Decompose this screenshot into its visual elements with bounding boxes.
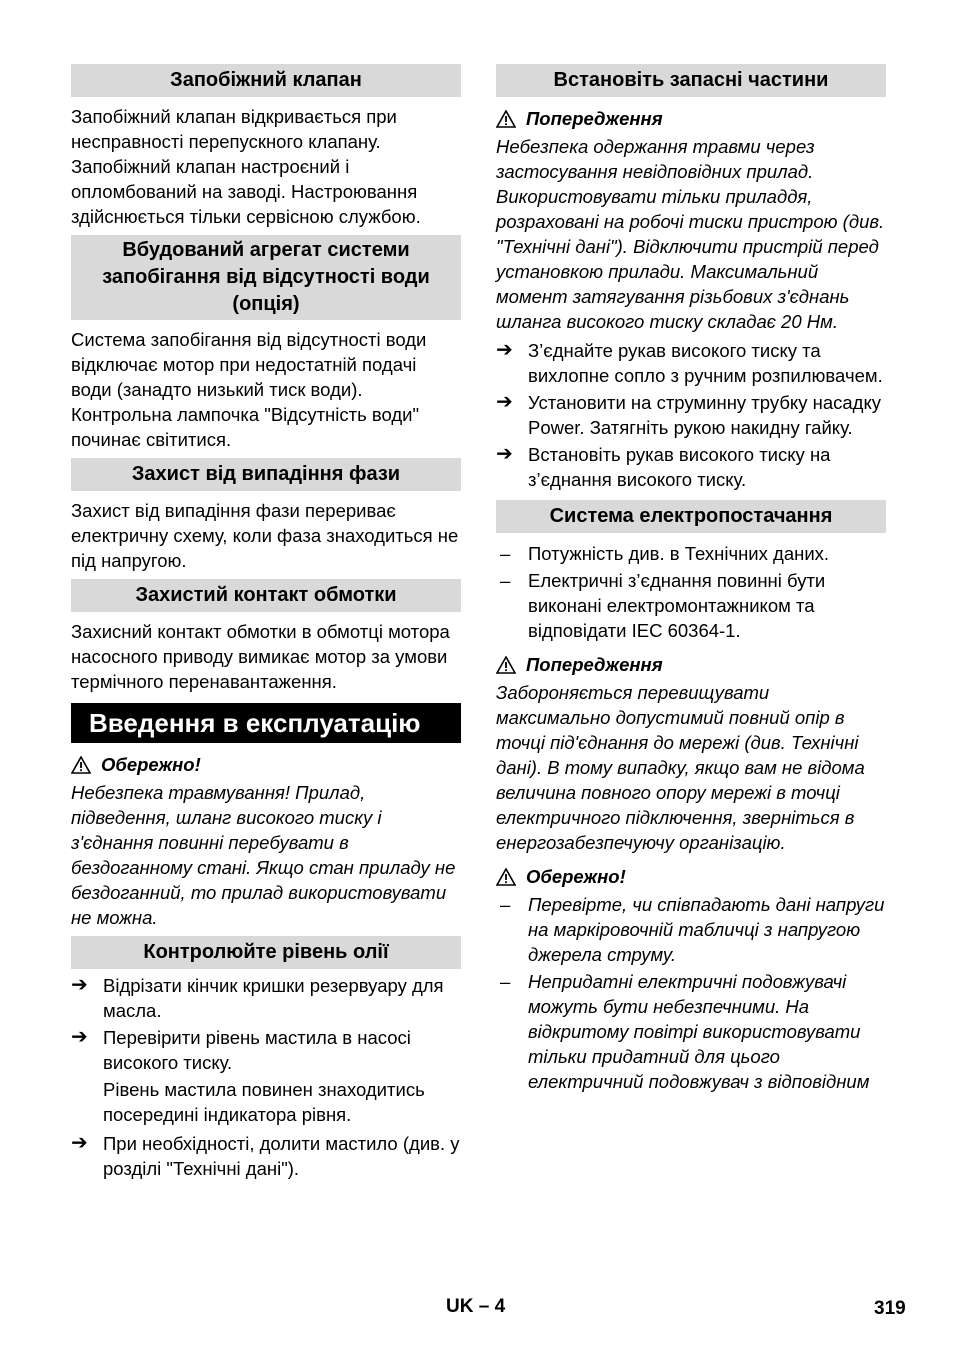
caution-label bbox=[71, 752, 461, 777]
page-number: 319 bbox=[874, 1298, 906, 1319]
list-item: ➔ Відрізати кінчик кришки резервуару для масла. bbox=[71, 974, 444, 1021]
list-item: – Електричні з’єднання повинні бути виконані електромонтажником та відповідати IEC 60364-1. bbox=[500, 570, 826, 641]
arrow-right-icon: ➔ bbox=[496, 443, 513, 465]
power-supply-list bbox=[496, 541, 886, 643]
arrow-right-icon: ➔ bbox=[496, 391, 513, 413]
dash-bullet: – bbox=[500, 971, 511, 992]
warning-text: Небезпека одержання травми через застосування невідповідних прилад. Використовувати тільки приладдя, розраховані на робочі тиски пристрою (див. "Технічні дані"). Відключити пристрій перед установкою прилади. Максимальний момент затягування різьбових з'єднань шланга високого тиску складає 20 Нм. bbox=[496, 136, 885, 332]
oil-level-note: Рівень мастила повинен знаходитись посередині індикатора рівня. bbox=[103, 1079, 425, 1125]
list-item: ➔ Перевірити рівень мастила в насосі високого тиску. bbox=[71, 1026, 411, 1073]
arrow-right-icon: ➔ bbox=[71, 1132, 88, 1154]
arrow-right-icon: ➔ bbox=[496, 339, 513, 361]
list-item: ➔ Встановіть рукав високого тиску на з’єднання високого тиску. bbox=[496, 443, 831, 490]
warning-label-text: Попередження bbox=[526, 108, 663, 129]
safety-valve-text: Запобіжний клапан відкривається при несправності перепускного клапану. Запобіжний клапан настроєний і опломбований на заводі. Настроювання здійснюється тільки сервісною службою. bbox=[71, 106, 421, 227]
oil-level-steps-2 bbox=[71, 1131, 461, 1181]
section-heading-phase-protection: Захист від випадіння фази bbox=[71, 458, 461, 491]
footer-language-page: UK – 4 bbox=[446, 1296, 506, 1317]
warning-triangle-icon bbox=[496, 868, 516, 886]
winding-contact-text: Захисний контакт обмотки в обмотці мотора насосного приводу вимикає мотор за умови термічного перенавантаження. bbox=[71, 621, 450, 692]
arrow-right-icon: ➔ bbox=[71, 974, 88, 996]
warning-label-text: Попередження bbox=[526, 654, 663, 675]
oil-level-steps bbox=[71, 973, 461, 1075]
list-item: ➔ При необхідності, долити мастило (див. у розділі "Технічні дані"). bbox=[71, 1132, 460, 1179]
dash-bullet: – bbox=[500, 543, 511, 564]
list-item: – Непридатні електричні подовжувачі можуть бути небезпечними. На відкритому повітрі використовувати тільки придатний для цього електричний подовжувач з відповідним bbox=[500, 971, 870, 1092]
warning-triangle-icon bbox=[496, 656, 516, 674]
caution-list bbox=[496, 892, 886, 1094]
caution-label-text: Обережно! bbox=[526, 866, 626, 887]
warning-label bbox=[496, 106, 886, 131]
warning-triangle-icon bbox=[496, 110, 516, 128]
section-heading-oil-level: Контролюйте рівень олії bbox=[71, 936, 461, 969]
right-column bbox=[496, 64, 886, 1100]
list-item: ➔ З’єднайте рукав високого тиску та вихлопне сопло з ручним розпилювачем. bbox=[496, 339, 883, 386]
list-item: – Потужність див. в Технічних даних. bbox=[500, 543, 830, 564]
section-heading-winding-contact: Захистий контакт обмотки bbox=[71, 579, 461, 612]
list-item: – Перевірте, чи співпадають дані напруги на маркіровочній табличці з напругою джерела струму. bbox=[500, 894, 885, 965]
chapter-heading-commissioning: Введення в експлуатацію bbox=[71, 703, 461, 743]
dash-bullet: – bbox=[500, 570, 511, 591]
section-heading-safety-valve: Запобіжний клапан bbox=[71, 64, 461, 97]
caution-text: Небезпека травмування! Прилад, підведення, шланг високого тиску і з'єднання повинні перебувати в бездоганному стані. Якщо стан приладу не бездоганний, то прилад використовувати не можна. bbox=[71, 782, 456, 928]
caution-label-text: Обережно! bbox=[101, 754, 201, 775]
section-heading-water-protection: Вбудований агрегат системи запобігання від відсутності води (опція) bbox=[71, 235, 461, 320]
warning-2-text: Забороняється перевищувати максимально допустимий повний опір в точці під'єднання до мережі (див. Технічні дані). В тому випадку, якщо вам не відома величина повного опору мережі в точці електричного підключення, зверніться в енергозабезпечуючу організацію. bbox=[496, 682, 865, 853]
water-protection-text: Система запобігання від відсутності води відключає мотор при недостатній подачі води (занадто низький тиск води). Контрольна лампочка "Відсутність води" починає світитися. bbox=[71, 329, 427, 450]
spare-parts-steps bbox=[496, 338, 886, 492]
phase-protection-text: Захист від випадіння фази перериває електричну схему, коли фаза знаходиться не під напругою. bbox=[71, 500, 459, 571]
warning-triangle-icon bbox=[71, 756, 91, 774]
left-column bbox=[71, 64, 461, 1187]
arrow-right-icon: ➔ bbox=[71, 1026, 88, 1048]
section-heading-power-supply: Система електропостачання bbox=[496, 500, 886, 533]
list-item: ➔ Установити на струминну трубку насадку Power. Затягніть рукою накидну гайку. bbox=[496, 391, 881, 438]
caution-label-2 bbox=[496, 864, 886, 889]
dash-bullet: – bbox=[500, 894, 511, 915]
section-heading-spare-parts: Встановіть запасні частини bbox=[496, 64, 886, 97]
warning-label-2 bbox=[496, 652, 886, 677]
